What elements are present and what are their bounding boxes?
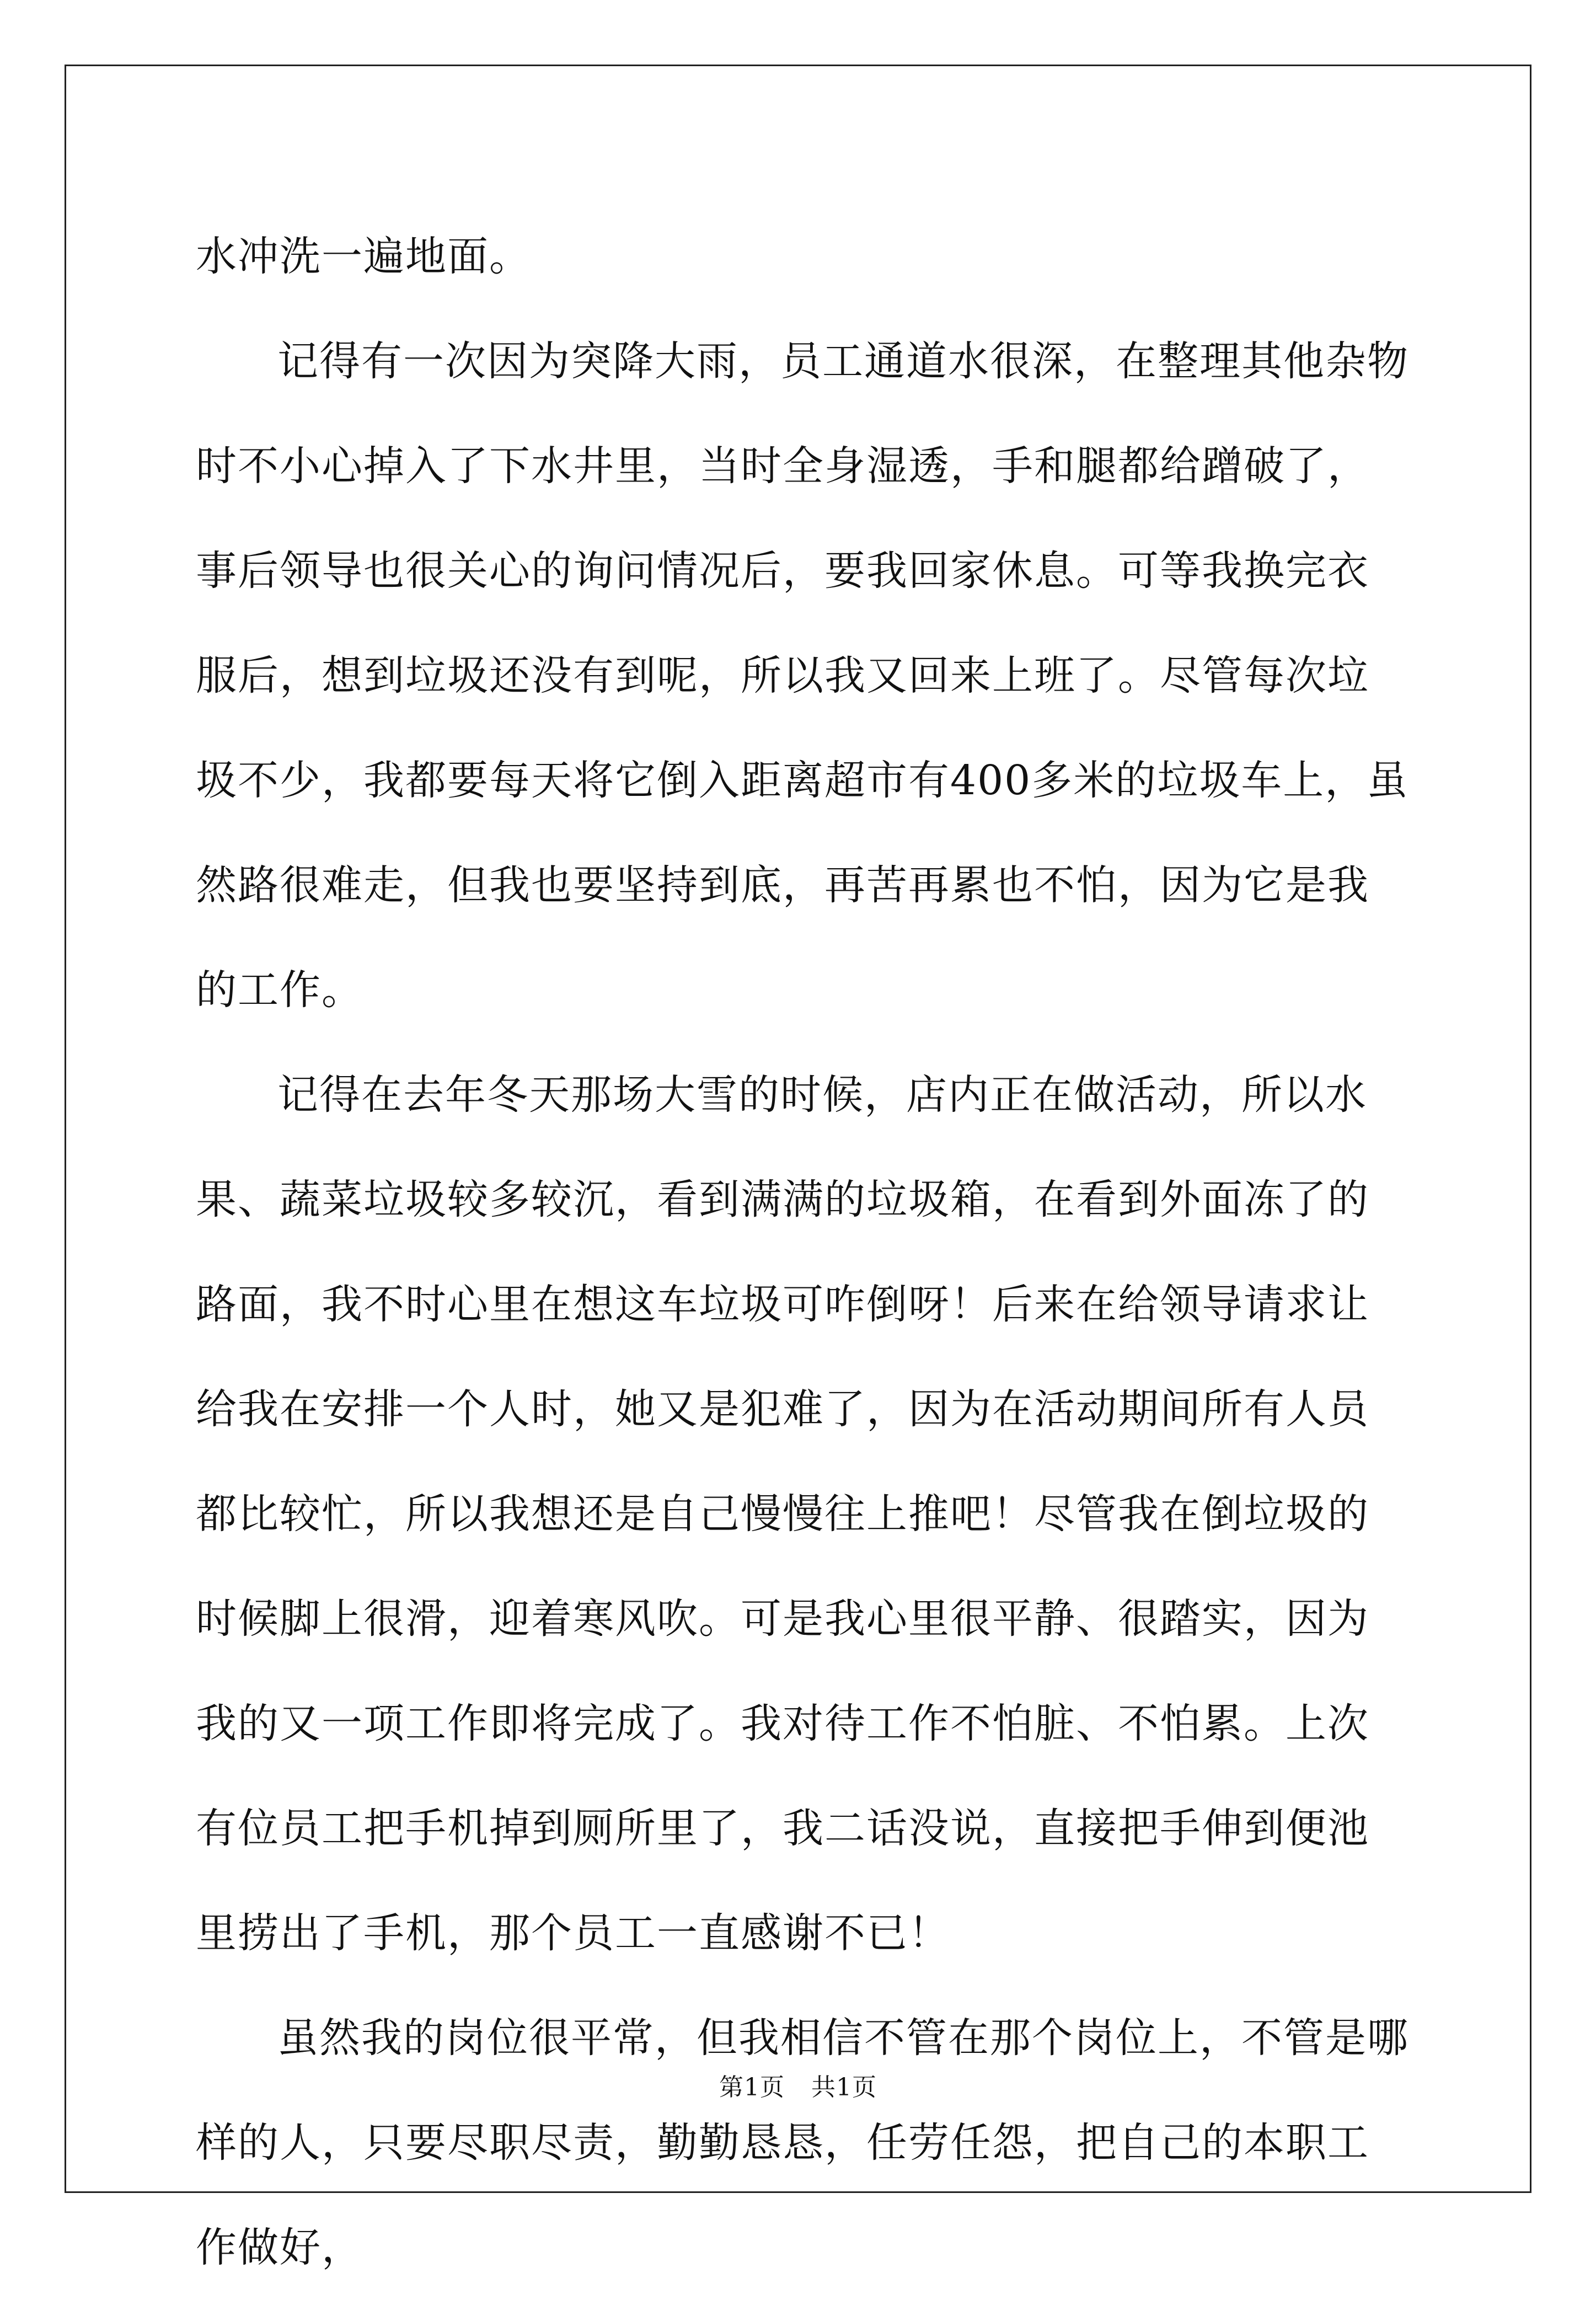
paragraph-1: 水冲洗一遍地面。 [196, 233, 531, 280]
page-number: 第1页 [719, 2073, 785, 2101]
page-footer [0, 2071, 1596, 2104]
page-total: 共1页 [811, 2073, 877, 2101]
paragraph-2: 记得有一次因为突降大雨，员工通道水很深，在整理其他杂物时不小心掉入了下水井里，当时全身湿透，手和腿都给蹭破了，事后领导也很关心的询问情况后，要我回家休息。可等我换完衣服后，想到垃圾还没有到呢，所以我又回来上班了。尽管每次垃圾不少，我都要每天将它倒入距离超市有400多米的垃圾车上，虽然路很难走，但我也要坚持到底，再苦再累也不怕，因为它是我的工作。 [196, 338, 1409, 1014]
document-body [196, 204, 1409, 2300]
paragraph-4: 虽然我的岗位很平常，但我相信不管在那个岗位上，不管是哪样的人，只要尽职尽责，勤勤恳恳，任劳任怨，把自己的本职工作做好， [196, 2014, 1409, 2271]
paragraph-3: 记得在去年冬天那场大雪的时候，店内正在做活动，所以水果、蔬菜垃圾较多较沉，看到满满的垃圾箱，在看到外面冻了的路面，我不时心里在想这车垃圾可咋倒呀！后来在给领导请求让给我在安排一个人时，她又是犯难了，因为在活动期间所有人员都比较忙，所以我想还是自己慢慢往上推吧！尽管我在倒垃圾的时候脚上很滑，迎着寒风吹。可是我心里很平静、很踏实，因为我的又一项工作即将完成了。我对待工作不怕脏、不怕累。上次有位员工把手机掉到厕所里了，我二话没说，直接把手伸到便池里捞出了手机，那个员工一直感谢不已！ [196, 1071, 1369, 1957]
